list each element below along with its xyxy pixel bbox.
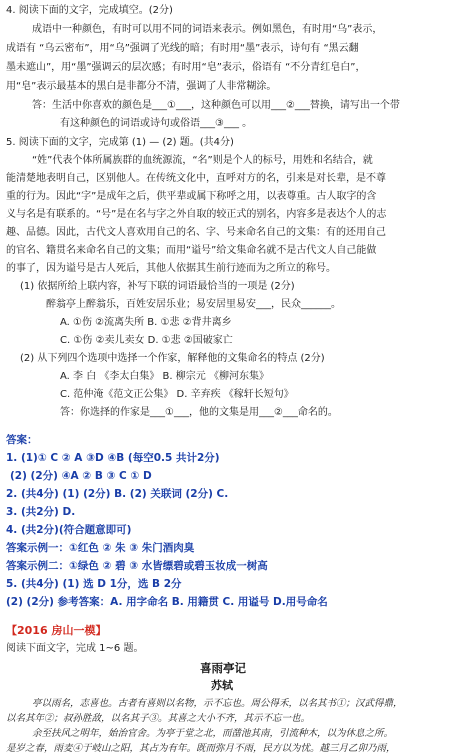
paragraph-line: 趣、品德。因此，古代文人喜欢用自己的名、字、号来命名自己的文集：有的还用自己: [6, 227, 386, 238]
paragraph-line: 墨未遮山”，用“墨”强调云的层次感；有时用“皂”表示，俗语有 “不分青红皂白”，: [6, 62, 366, 73]
paragraph-line: 的官名、籍贯名来命名自己的文集；而用“谥号”给文集命名就不是古代文人自己能做: [6, 245, 377, 256]
question-1: (1) 依据所给上联内容，补写下联的词语最恰当的一项是 (2分): [20, 281, 295, 292]
paragraph-line: 能清楚地表明自己，区别他人。在传统文化中，直呼对方的名，引来是对长辈，是不尊: [6, 173, 386, 184]
section4-heading: 4. 阅读下面的文字，完成填空。(2分): [6, 5, 173, 16]
essay-line: 以名其年②；叔孙胜敌，以名其子③。其喜之大小不齐，其示不忘一也。: [6, 713, 311, 724]
answers-heading: 答案：: [6, 434, 38, 446]
answer-line: 答：生活中你喜欢的颜色是___①___，这种颜色可以用___②___替换，请写出一个带: [32, 100, 400, 111]
answer-3: 3. (共2分) D.: [6, 506, 76, 518]
paragraph-line: 义与名是有联系的。“号”是在名与字之外自取的较正式的别名，内容多是表达个人的志: [6, 209, 387, 220]
paragraph-line: 的事了，因为谥号是古人死后，其他人依据其生前行迹而为之所立的称号。: [6, 263, 336, 274]
answer-1b: (2) (2分) ④A ② B ③ C ① D: [10, 470, 152, 482]
paragraph-line: 成语中一种颜色，有时可以用不同的词语来表示。例如黑色，有时用“乌”表示，: [32, 24, 383, 35]
paragraph-line: 成语有 “乌云密布”，用“乌”强调了光线的暗；有时用“墨”表示，诗句有 “黑云翻: [6, 43, 359, 54]
couplet: 醉翁亭上醉翁乐，百姓安居乐业；易安居里易安___，民众______。: [46, 299, 341, 310]
answer-2: 2. (共4分) (1) (2分) B. (2) 关联词 (2分) C.: [6, 488, 229, 500]
essay-title: 喜雨亭记: [200, 661, 246, 675]
answer-line: 答：你选择的作家是___①___，他的文集是用___②___命名的。: [60, 407, 338, 418]
instruction: 阅读下面文字，完成 1~6 题。: [6, 643, 144, 654]
option-row: C. 范仲淹《范文正公集》 D. 辛弃疾 《稼轩长短句》: [60, 389, 294, 400]
answer-line: 有这种颜色的词语或诗句或俗语___③___ 。: [60, 118, 253, 129]
answer-1: 1. (1)① C ② A ③D ④B (每空0.5 共计2分): [6, 452, 220, 464]
answer-4: 4. (共2分)(符合题意即可): [6, 524, 132, 536]
answer-4-example-2: 答案示例二：①绿色 ② 碧 ③ 水皆缥碧或碧玉妆成一树高: [6, 560, 268, 572]
essay-author: 苏轼: [211, 679, 233, 692]
exam-source-heading: 【2016 房山一模】: [6, 624, 107, 637]
answer-4-example-1: 答案示例一：①红色 ② 朱 ③ 朱门酒肉臭: [6, 542, 195, 554]
option-row: A. ①伤 ②流离失所 B. ①悲 ②背井离乡: [60, 317, 232, 328]
option-row: C. ①伤 ②卖儿卖女 D. ①悲 ②国破家亡: [60, 335, 233, 346]
paragraph-line: 用“皂”表示最基本的黑白是非都分不清，强调了人非常糊涂。: [6, 81, 277, 92]
essay-line: 是岁之春，雨麦④于岐山之阳，其占为有年。既而弥月不雨，民方以为忧。越三月乙卯乃雨，: [6, 743, 396, 754]
paragraph-line: 重的行为。因此“字”是成年之后，供平辈或属下称呼之用，以表尊重。古人取字的含: [6, 191, 377, 202]
question-2: (2) 从下列四个选项中选择一个作家，解释他的文集命名的特点 (2分): [20, 353, 325, 364]
section5-heading: 5. 阅读下面的文字，完成第 (1) — (2) 题。(共4分): [6, 137, 234, 148]
option-row: A. 李 白 《李太白集》 B. 柳宗元 《柳河东集》: [60, 371, 269, 382]
essay-line: 余至扶风之明年，始治官舍。为亭于堂之北，而凿池其南，引流种木，以为休息之所。: [32, 728, 394, 739]
essay-line: 亭以雨名，志喜也。古者有喜则以名物，示不忘也。周公得禾，以名其书①；汉武得鼎，: [32, 698, 403, 709]
answer-5: 5. (共4分) (1) 选 D 1分，选 B 2分: [6, 578, 182, 590]
answer-5b: (2) (2分) 参考答案：A. 用字命名 B. 用籍贯 C. 用谥号 D.用号命名: [6, 596, 328, 608]
paragraph-line: “姓”代表个体所属族群的血统源流，“名”则是个人的标号，用姓和名结合，就: [32, 155, 373, 166]
